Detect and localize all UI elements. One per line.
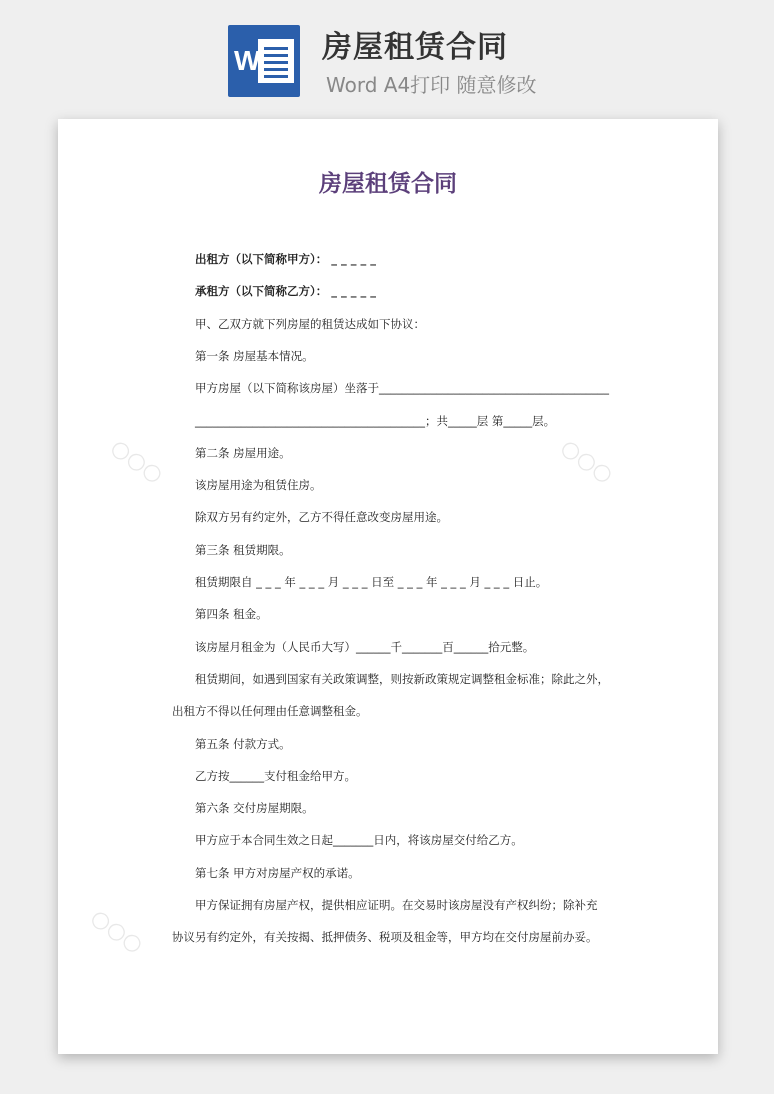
document-line: 该房屋用途为租赁住房。 [195,478,322,493]
document-line: 甲方应于本合同生效之日起_______日内，将该房屋交付给乙方。 [195,833,523,848]
document-line: 协议另有约定外，有关按揭、抵押债务、税项及租金等，甲方均在交付房屋前办妥。 [172,930,598,945]
document-line: 甲、乙双方就下列房屋的租赁达成如下协议： [195,316,425,331]
document-line: 第六条 交付房屋期限。 [195,801,314,816]
document-line: 第四条 租金。 [195,607,268,622]
document-line: 租赁期间，如遇到国家有关政策调整，则按新政策规定调整租金标准；除此之外， [195,671,609,686]
document-line: 第二条 房屋用途。 [195,445,291,460]
document-page [58,119,718,1054]
document-title: 房屋租赁合同 [319,171,457,197]
watermark: ○○○ [106,434,168,489]
watermark: ○○○ [86,904,148,959]
document-line: 第三条 租赁期限。 [195,542,291,557]
document-line: 乙方按______支付租金给甲方。 [195,768,356,783]
document-line: 租赁期限自 _ _ _ 年 _ _ _ 月 _ _ _ 日至 _ _ _ 年 _ _ _ 月 _ _ _ 日止。 [195,575,548,589]
document-line: 第七条 甲方对房屋产权的承诺。 [195,865,360,880]
document-line: 该房屋月租金为（人民币大写）______千_______百______拾元整。 [195,639,535,654]
banner [0,0,774,110]
document-line: 第五条 付款方式。 [195,736,291,751]
document-line: 甲方保证拥有房屋产权，提供相应证明。在交易时该房屋没有产权纠纷；除补充 [195,898,598,912]
banner-subtitle: Word A4打印 随意修改 [326,73,537,97]
watermark: ○○○ [556,434,618,489]
document-line: ________________________________________；共_____层 第_____层。 [195,413,556,428]
word-icon [228,25,300,97]
document-line: 除双方另有约定外，乙方不得任意改变房屋用途。 [195,510,448,525]
document-line: 第一条 房屋基本情况。 [195,348,314,363]
document-line: 出租方（以下简称甲方）： _ _ _ _ _ [195,252,377,266]
document-line: 承租方（以下简称乙方）： _ _ _ _ _ [195,284,377,299]
document-line: 出租方不得以任何理由任意调整租金。 [172,704,368,719]
word-icon-letter: W [234,45,261,76]
document-line: 甲方房屋（以下简称该房屋）坐落于________________________________________ [195,381,609,396]
word-icon-sheet [258,39,294,83]
banner-title: 房屋租赁合同 [322,30,508,65]
